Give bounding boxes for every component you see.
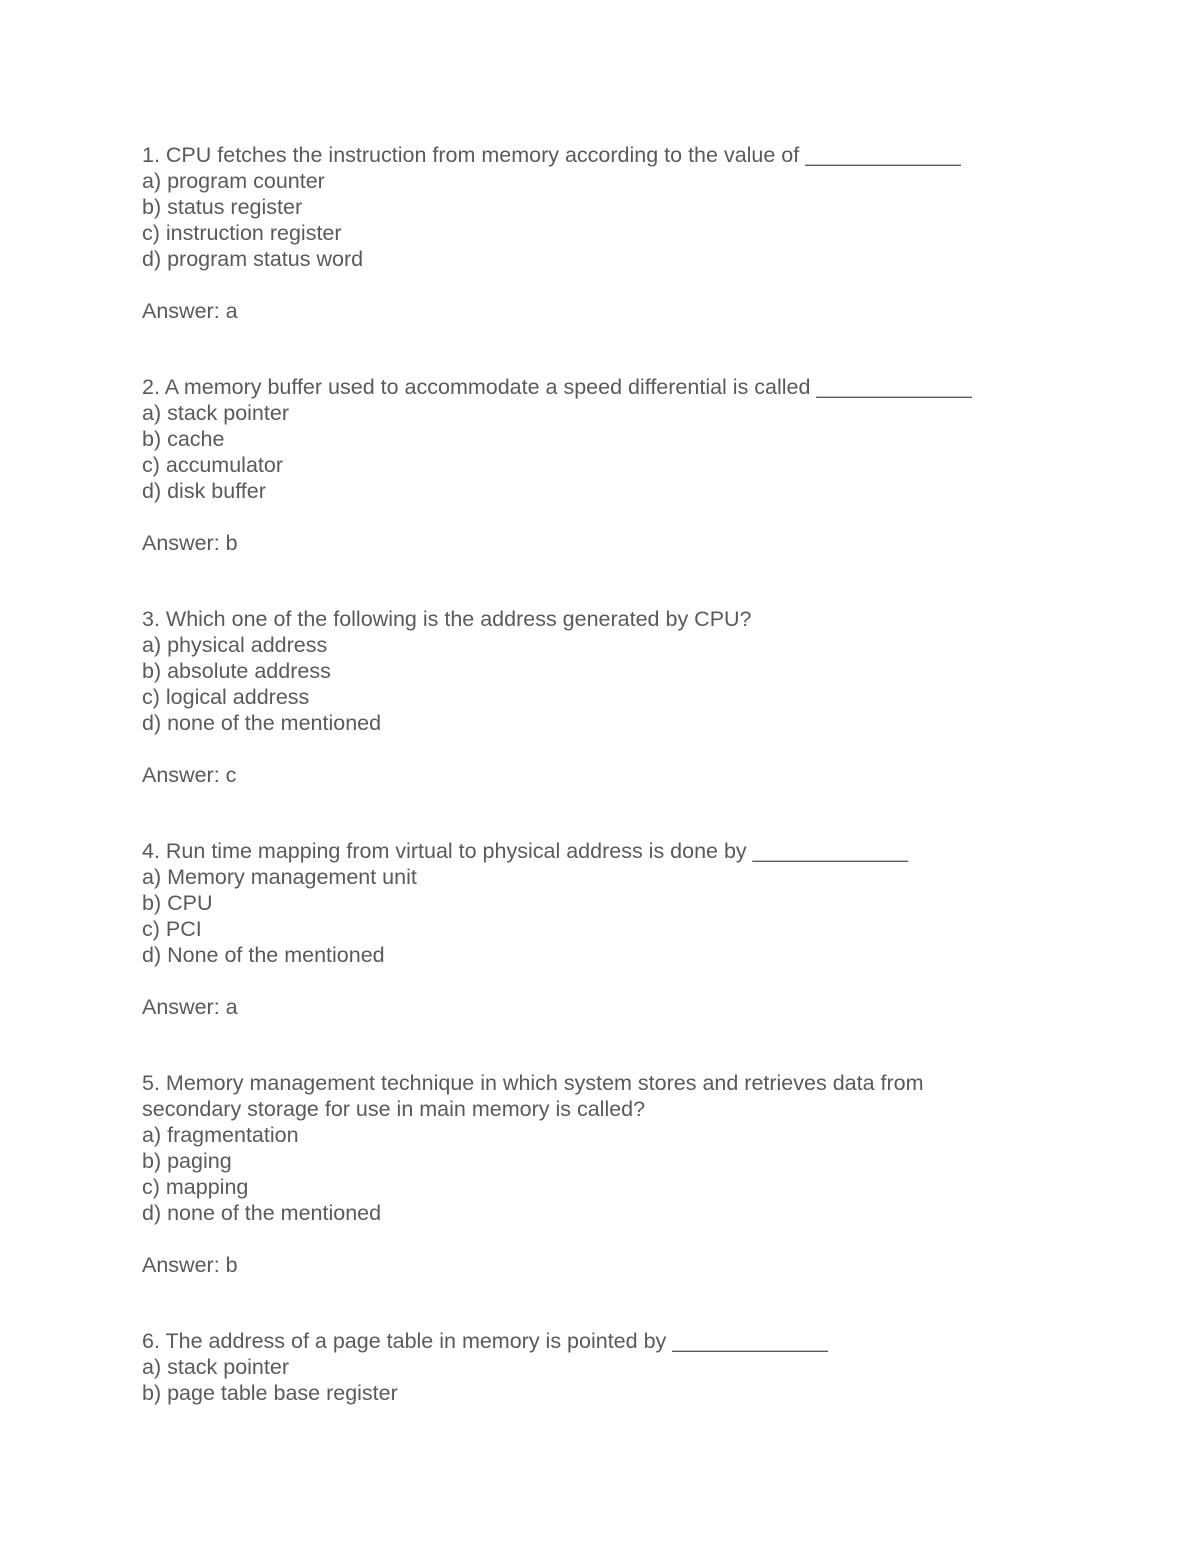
- option-b: b) CPU: [142, 891, 213, 915]
- option-a: a) fragmentation: [142, 1123, 299, 1147]
- question-5: [142, 1070, 1022, 1278]
- option-c: c) mapping: [142, 1175, 249, 1199]
- option-c: c) accumulator: [142, 453, 283, 477]
- option-a: a) physical address: [142, 633, 328, 657]
- answer-line: Answer: c: [142, 763, 237, 787]
- option-c: c) instruction register: [142, 221, 342, 245]
- option-d: d) program status word: [142, 247, 364, 271]
- question-stem: 6. The address of a page table in memory is pointed by _____________: [142, 1329, 828, 1353]
- option-a: a) program counter: [142, 169, 325, 193]
- question-2: [142, 374, 1022, 556]
- option-a: a) Memory management unit: [142, 865, 417, 889]
- option-d: d) disk buffer: [142, 479, 266, 503]
- option-b: b) status register: [142, 195, 303, 219]
- answer-line: Answer: b: [142, 1253, 238, 1277]
- option-list: [142, 168, 1022, 272]
- option-b: b) absolute address: [142, 659, 331, 683]
- question-6: [142, 1328, 1022, 1406]
- question-4: [142, 838, 1022, 1020]
- question-stem: 1. CPU fetches the instruction from memory according to the value of _____________: [142, 143, 961, 167]
- option-b: b) paging: [142, 1149, 232, 1173]
- question-stem: 2. A memory buffer used to accommodate a speed differential is called _____________: [142, 375, 972, 399]
- option-c: c) PCI: [142, 917, 202, 941]
- question-stem: 5. Memory management technique in which system stores and retrieves data from secondary storage for use in main memory is called?: [142, 1071, 930, 1121]
- option-list: [142, 1122, 1022, 1226]
- option-d: d) None of the mentioned: [142, 943, 385, 967]
- question-list: [142, 142, 1022, 1456]
- question-1: [142, 142, 1022, 324]
- option-a: a) stack pointer: [142, 1355, 289, 1379]
- option-list: [142, 1354, 1022, 1406]
- option-list: [142, 400, 1022, 504]
- option-d: d) none of the mentioned: [142, 1201, 382, 1225]
- option-list: [142, 632, 1022, 736]
- option-list: [142, 864, 1022, 968]
- option-b: b) page table base register: [142, 1381, 398, 1405]
- option-b: b) cache: [142, 427, 225, 451]
- option-d: d) none of the mentioned: [142, 711, 382, 735]
- question-3: [142, 606, 1022, 788]
- option-c: c) logical address: [142, 685, 310, 709]
- option-a: a) stack pointer: [142, 401, 289, 425]
- answer-line: Answer: b: [142, 531, 238, 555]
- question-stem: 4. Run time mapping from virtual to physical address is done by _____________: [142, 839, 909, 863]
- question-stem: 3. Which one of the following is the address generated by CPU?: [142, 607, 752, 631]
- answer-line: Answer: a: [142, 299, 238, 323]
- answer-line: Answer: a: [142, 995, 238, 1019]
